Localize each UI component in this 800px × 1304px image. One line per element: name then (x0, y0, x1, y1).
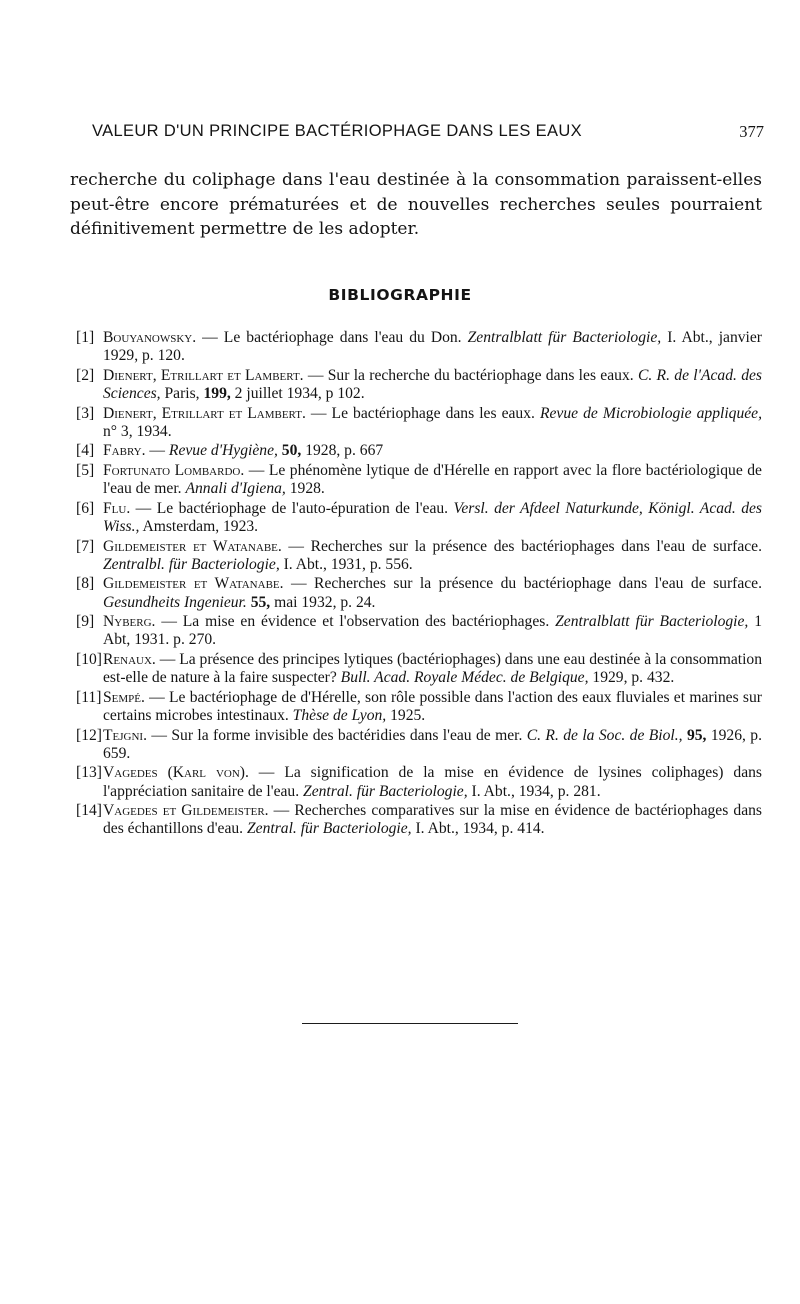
reference-details: mai 1932, p. 24. (270, 593, 376, 611)
reference-details: 1925. (386, 706, 426, 724)
reference-number: [12] (76, 726, 102, 744)
reference-journal: Annali d'Igiena, (185, 480, 286, 498)
reference-details: I. Abt., 1934, p. 414. (411, 820, 545, 838)
reference-item (76, 500, 762, 536)
reference-text: — La présence des principes lytiques (bactériophages) dans une eau destinée à la consommation est-elle de nature à la faire suspecter? (103, 650, 763, 687)
reference-item (76, 689, 762, 725)
reference-authors: Vagedes et Gildemeister. (103, 802, 269, 820)
reference-journal: Bull. Acad. Royale Médec. de Belgique, (340, 669, 589, 687)
reference-text: — Sur la forme invisible des bactéridies dans l'eau de mer. (146, 726, 527, 744)
reference-number: [7] (76, 537, 95, 555)
reference-authors: Renaux. (103, 650, 156, 668)
reference-journal: C. R. de la Soc. de Biol., (526, 726, 683, 744)
reference-journal: Gesundheits Ingenieur. (103, 593, 247, 611)
reference-number: [14] (76, 802, 102, 820)
reference-journal: Zentral. für Bacteriologie, (246, 820, 412, 838)
reference-journal: Revue de Microbiologie appliquée, (539, 404, 762, 422)
reference-journal: C. R. de l'Acad. des Sciences, (103, 366, 762, 402)
reference-text: — Le phénomène lytique de d'Hérelle en rapport avec la flore bactériologique de l'eau de mer. (103, 461, 762, 498)
reference-authors: Fortunato Lombardo. (103, 461, 245, 479)
intro-paragraph: recherche du coliphage dans l'eau destinée à la consommation paraissent-elles peut-être encore prématurées et de nouvelles recherches seules pourraient définitivement permettre de les adopter. (70, 170, 762, 239)
reference-volume: 55, (250, 593, 271, 611)
reference-text: — La signification de la mise en évidence de lysines coliphages) dans l'appréciation sanitaire de l'eau. (103, 764, 762, 800)
reference-text: — Recherches comparatives sur la mise en évidence de bactériophages dans des échantillons d'eau. (103, 802, 762, 838)
reference-text: — Le bactériophage dans l'eau du Don. (196, 329, 468, 346)
reference-number: [13] (76, 764, 102, 782)
reference-authors: Tejgni. (103, 726, 147, 744)
reference-details: 1 Abt, 1931. p. 270. (103, 613, 763, 649)
running-title: VALEUR D'UN PRINCIPE BACTÉRIOPHAGE DANS LES EAUX (92, 122, 583, 140)
reference-number: [6] (76, 499, 95, 517)
reference-number: [8] (76, 575, 95, 593)
reference-details: I. Abt., 1931, p. 556. (279, 555, 413, 573)
reference-number: [1] (76, 329, 95, 346)
reference-details: 1929, p. 432. (588, 669, 675, 687)
reference-text: — Le bactériophage de l'auto-épuration de l'eau. (130, 499, 454, 517)
reference-item (76, 727, 762, 763)
reference-journal: Zentral. für Bacteriologie, (303, 782, 468, 800)
reference-volume: 199, (203, 385, 231, 402)
reference-item (76, 613, 762, 649)
reference-volume: 95, (686, 726, 707, 744)
reference-text: — Sur la recherche du bactériophage dans les eaux. (303, 366, 638, 384)
reference-number: [11] (76, 688, 102, 706)
reference-details: I. Abt., 1934, p. 281. (467, 782, 601, 800)
reference-authors: Flu. (103, 499, 131, 517)
reference-details: 1926, p. 659. (103, 726, 762, 762)
reference-authors: Sempé. (103, 688, 145, 706)
reference-authors: Gildemeister et Watanabe. (103, 575, 284, 593)
reference-item (76, 462, 762, 498)
bibliography-title: BIBLIOGRAPHIE (328, 286, 472, 304)
reference-details: n° 3, 1934. (103, 422, 172, 440)
reference-authors: Dienert, Etrillart et Lambert. (103, 366, 304, 384)
reference-item (76, 442, 762, 460)
reference-journal: Zentralblatt für Bacteriologie, (467, 329, 662, 346)
reference-authors: Vagedes (Karl von). (103, 764, 249, 782)
page-number: 377 (739, 122, 764, 141)
reference-journal: Zentralbl. für Bacteriologie, (103, 555, 280, 573)
reference-item (76, 329, 762, 365)
reference-volume: 50, (281, 442, 302, 460)
reference-item (76, 764, 762, 800)
reference-text: — La mise en évidence et l'observation des bactériophages. (155, 613, 556, 631)
running-head (92, 122, 764, 146)
reference-journal: Zentralblatt für Bacteriologie, (555, 613, 749, 631)
reference-details: I. Abt., janvier 1929, p. 120. (103, 329, 763, 365)
reference-journal: Revue d'Hygiène, (168, 442, 278, 460)
reference-item (76, 367, 762, 403)
bibliography-list (76, 329, 762, 840)
reference-number: [10] (76, 650, 102, 668)
reference-details: Paris, (160, 385, 204, 402)
end-rule (302, 1023, 518, 1024)
reference-authors: Bouyanowsky. (103, 329, 197, 346)
reference-authors: Nyberg. (103, 613, 156, 631)
reference-text: — (145, 442, 169, 460)
reference-text: — Le bactériophage dans les eaux. (305, 404, 540, 422)
reference-item (76, 802, 762, 838)
reference-journal: Thèse de Lyon, (292, 706, 387, 724)
reference-number: [2] (76, 366, 95, 384)
reference-journal: Versl. der Afdeel Naturkunde, Königl. Acad. des Wiss., (103, 499, 762, 535)
reference-number: [3] (76, 404, 95, 422)
reference-text: — Recherches sur la présence des bactériophages dans l'eau de surface. (281, 537, 762, 555)
reference-authors: Dienert, Etrillart et Lambert. (103, 404, 306, 422)
reference-text: — Le bactériophage de d'Hérelle, son rôle possible dans l'action des eaux fluviales et marines sur certains microbes intestinaux. (103, 688, 762, 724)
reference-details: Amsterdam, 1923. (139, 517, 259, 535)
reference-authors: Gildemeister et Watanabe. (103, 537, 282, 555)
reference-item (76, 575, 762, 611)
reference-item (76, 405, 762, 441)
reference-number: [9] (76, 613, 95, 631)
reference-details: 1928, p. 667 (301, 442, 384, 460)
reference-text: — Recherches sur la présence du bactériophage dans l'eau de surface. (283, 575, 763, 593)
reference-details: 2 juillet 1934, p 102. (230, 385, 365, 402)
reference-number: [5] (76, 461, 95, 479)
reference-authors: Fabry. (103, 442, 146, 460)
reference-item (76, 538, 762, 574)
reference-item (76, 651, 762, 687)
reference-number: [4] (76, 442, 95, 460)
reference-details: 1928. (285, 480, 325, 498)
